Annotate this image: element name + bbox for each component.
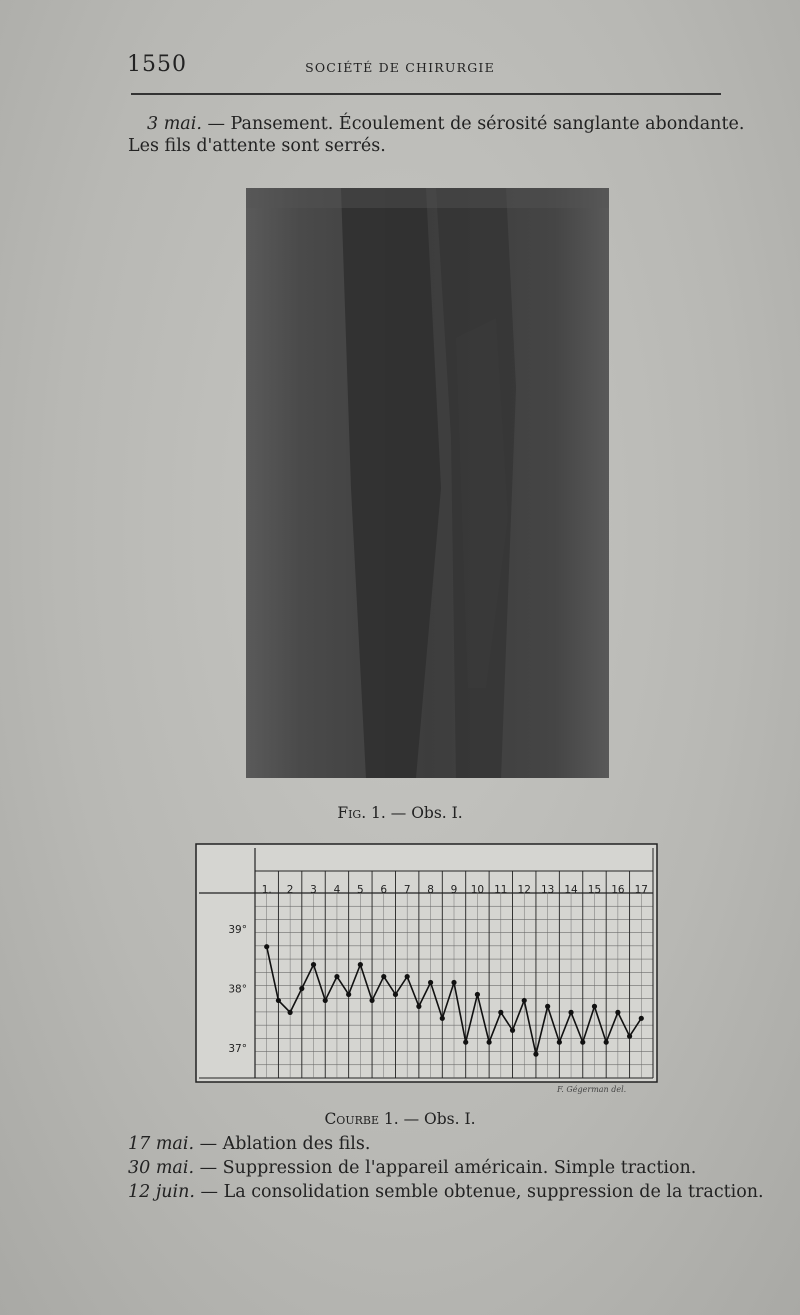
x-tick-label: 17	[634, 884, 648, 896]
x-tick-label: 16	[611, 884, 625, 896]
chart-caption-label: Courbe 1.	[324, 1110, 399, 1128]
temperature-point	[615, 1010, 620, 1015]
temperature-point	[440, 1016, 445, 1021]
chart-caption	[0, 1110, 800, 1128]
temperature-point	[334, 974, 339, 979]
entry-text: — Pansement. Écoulement de sérosité sanglante abondante.	[201, 114, 745, 134]
radiograph-drawing	[246, 188, 609, 778]
temperature-point	[264, 944, 269, 949]
chart-caption-text: — Obs. I.	[398, 1110, 476, 1128]
temperature-point	[276, 998, 281, 1003]
temperature-point	[592, 1004, 597, 1009]
entry-date: 3 mai.	[147, 114, 202, 134]
figure-caption	[0, 804, 800, 822]
entry-text: — La consolidation semble obtenue, suppression de la traction.	[194, 1182, 764, 1202]
chart-outer-frame	[196, 844, 657, 1082]
entry-17-mai	[128, 1136, 370, 1154]
entry-date: 17 mai.	[128, 1134, 195, 1154]
temperature-point	[533, 1052, 538, 1057]
temperature-point	[381, 974, 386, 979]
x-tick-label: 8	[427, 884, 434, 896]
temperature-point	[393, 992, 398, 997]
figure-caption-text: — Obs. I.	[385, 804, 463, 822]
temperature-point	[510, 1028, 515, 1033]
temperature-chart-svg	[195, 843, 658, 1083]
entry-date: 30 mai.	[128, 1158, 195, 1178]
temperature-point	[299, 986, 304, 991]
x-tick-label: 13	[540, 884, 555, 896]
radiograph-image	[246, 188, 609, 778]
x-tick-label: 14	[564, 884, 578, 896]
temperature-point	[604, 1040, 609, 1045]
temperature-point	[487, 1040, 492, 1045]
temperature-point	[498, 1010, 503, 1015]
x-tick-label: 3	[310, 884, 317, 896]
temperature-point	[639, 1016, 644, 1021]
chart-signature: F. Gégerman del.	[557, 1085, 627, 1094]
x-tick-label: 15	[587, 884, 602, 896]
x-tick-label: 6	[380, 884, 388, 896]
temperature-point	[358, 962, 363, 967]
x-tick-label: 2	[286, 884, 294, 896]
temperature-point	[369, 998, 374, 1003]
entry-date: 12 juin.	[128, 1182, 195, 1202]
temperature-point	[451, 980, 456, 985]
temperature-point	[346, 992, 351, 997]
y-tick-label: 38°	[228, 983, 247, 996]
temperature-point	[568, 1010, 573, 1015]
entry-text: — Suppression de l'appareil américain. Simple traction.	[194, 1158, 697, 1178]
header-rule	[131, 93, 721, 95]
x-tick-label: 7	[403, 884, 411, 896]
x-tick-label: 10	[470, 884, 485, 896]
temperature-point	[545, 1004, 550, 1009]
entry-12-juin	[128, 1184, 764, 1202]
temperature-point	[288, 1010, 293, 1015]
entry-continuation: Les fils d'attente sont serrés.	[128, 136, 386, 156]
temperature-point	[405, 974, 410, 979]
entry-30-mai	[128, 1160, 696, 1178]
y-tick-label: 37°	[228, 1043, 247, 1056]
figure-label: Fig. 1.	[337, 804, 386, 822]
temperature-chart	[195, 843, 658, 1083]
temperature-point	[463, 1040, 468, 1045]
x-tick-label: 11	[494, 884, 508, 896]
y-tick-label: 39°	[228, 923, 247, 936]
temperature-point	[475, 992, 480, 997]
temperature-point	[580, 1040, 585, 1045]
temperature-point	[416, 1004, 421, 1009]
temperature-point	[323, 998, 328, 1003]
temperature-point	[311, 962, 316, 967]
entry-text: — Ablation des fils.	[194, 1134, 371, 1154]
x-tick-label: 9	[450, 884, 458, 896]
running-head: SOCIÉTÉ DE CHIRURGIE	[305, 60, 495, 75]
page-number: 1550	[127, 52, 187, 77]
x-tick-label: 4	[333, 884, 341, 896]
x-tick-label: 12	[517, 884, 531, 896]
x-tick-label: 1.	[261, 884, 272, 896]
temperature-point	[428, 980, 433, 985]
x-tick-label: 5	[357, 884, 364, 896]
temperature-point	[557, 1040, 562, 1045]
temperature-point	[627, 1034, 632, 1039]
temperature-point	[522, 998, 527, 1003]
entry-3-mai	[147, 116, 744, 134]
